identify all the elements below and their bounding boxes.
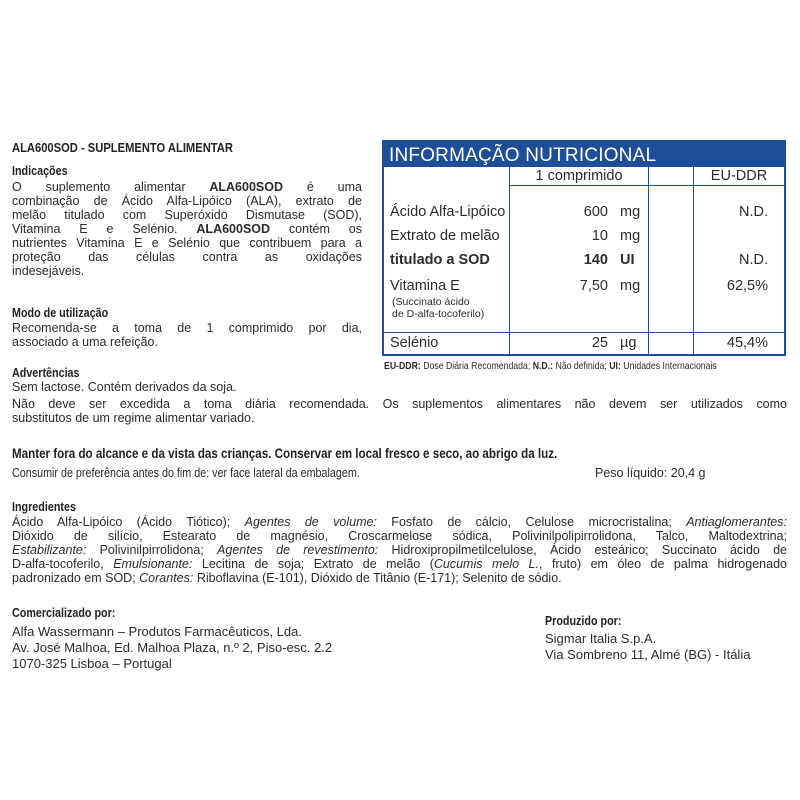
indicacoes-heading: Indicações	[12, 164, 68, 178]
nutrition-footnote: EU-DDR: Dose Diária Recomendada; N.D.: Não definida; UI: Unidades Internacionais	[384, 360, 717, 372]
row-ddr: N.D.	[739, 204, 768, 220]
row-ddr: N.D.	[739, 252, 768, 268]
ingredientes-heading: Ingredientes	[12, 500, 76, 514]
row-name: Vitamina E	[390, 278, 460, 294]
row-unit: UI	[620, 252, 635, 268]
indicacoes-line-6: proteção das células contra as oxidações	[12, 250, 362, 264]
produzido-heading: Produzido por:	[545, 614, 622, 628]
indicacoes-text	[12, 180, 362, 278]
column-divider	[509, 167, 510, 356]
row-name: Selénio	[390, 335, 439, 351]
row-subtext: (Succinato ácido	[392, 296, 470, 308]
row-name: titulado a SOD	[390, 252, 490, 268]
nutrition-title: INFORMAÇÃO NUTRICIONAL	[389, 145, 657, 166]
ingredientes-text: Ácido Alfa-Lipóico (Ácido Tiótico); Agentes de volume: Fosfato de cálcio, Celulose microcristalina; Antiaglomerantes: Dióxido de silício, Estearato de magnésio, Croscarmelose sódica, Polivinilpolipirrolidona, Talco, Maltodextrina; Estabilizante: Polivinilpirrolidona; Agentes de revestimento: Hidroxipropilmetilcelulose, Ácido esteárico; Succinato ácido de D-alfa-tocoferilo, Emulsionante: Lecitina de soja; Extrato de melão (Cucumis melo L., fruto) em óleo de palma hidrogenado padronizado em SOD; Corantes: Riboflavina (E-101), Dióxido de Titânio (E-171); Selenito de sódio.	[12, 515, 787, 585]
row-unit: mg	[620, 278, 641, 294]
nutrition-header	[384, 142, 784, 167]
row-unit: mg	[620, 204, 641, 220]
advertencias-heading: Advertências	[12, 366, 80, 380]
column-divider	[648, 167, 649, 356]
indicacoes-line-3: melão titulado com Superóxido Dismutase (SOD),	[12, 208, 362, 222]
row-ddr: 45,4%	[726, 335, 768, 351]
row-value: 7,50	[579, 278, 608, 294]
brand-name: ALA600SOD	[209, 180, 283, 194]
row-ddr: 62,5%	[726, 278, 768, 294]
row-unit: µg	[620, 335, 637, 351]
storage-warning: Manter fora do alcance e da vista das crianças. Conservar em local fresco e seco, ao abrigo da luz.	[12, 446, 558, 461]
row-name: Extrato de melão	[390, 228, 500, 244]
indicacoes-line-1: O suplemento alimentar ALA600SOD é uma	[12, 180, 362, 194]
comercializado-heading: Comercializado por:	[12, 606, 116, 620]
brand-name: ALA600SOD	[196, 222, 271, 236]
col-header-eu-ddr: EU-DDR	[710, 168, 768, 184]
indicacoes-line-2: combinação de Ácido Alfa-Lipóico (ALA), extrato de	[12, 194, 362, 208]
row-name: Ácido Alfa-Lipóico	[390, 204, 506, 220]
row-value: 25	[591, 335, 608, 351]
best-before: Consumir de preferência antes do fim de: ver face lateral da embalagem.	[12, 466, 360, 480]
advertencias-text: Sem lactose. Contém derivados da soja. Não deve ser excedida a toma diária recomendada. Os suplementos alimentares não devem ser utilizados como substitutos de um regime alimentar variado.	[12, 380, 787, 425]
product-title: ALA600SOD - SUPLEMENTO ALIMENTAR	[12, 140, 233, 155]
row-unit: mg	[620, 228, 641, 244]
indicacoes-line-7: indesejáveis.	[12, 264, 85, 278]
indicacoes-line-4: Vitamina E e Selénio. ALA600SOD contém os	[12, 222, 363, 236]
nutrition-table	[382, 140, 786, 356]
row-value: 140	[583, 252, 608, 268]
row-value: 600	[583, 204, 608, 220]
modo-heading: Modo de utilização	[12, 306, 109, 320]
row-value: 10	[591, 228, 608, 244]
row-subtext: de D-alfa-tocoferilo)	[392, 308, 485, 320]
net-weight: Peso líquido: 20,4 g	[595, 466, 706, 480]
row-divider	[384, 332, 784, 333]
modo-text: Recomenda-se a toma de 1 comprimido por dia, associado a uma refeição.	[12, 321, 362, 349]
indicacoes-line-5: nutrientes Vitamina E e Selénio que contribuem para a	[12, 236, 362, 250]
produzido-text: Sigmar Italia S.p.A. Via Sombreno 11, Almé (BG) - Itália	[545, 631, 751, 662]
col-header-per-tablet: 1 comprimido	[535, 168, 623, 184]
header-divider	[509, 185, 784, 186]
comercializado-text: Alfa Wassermann – Produtos Farmacêuticos, Lda. Av. José Malhoa, Ed. Malhoa Plaza, n.º 2, Piso-esc. 2.2 1070-325 Lisboa – Portugal	[12, 624, 333, 671]
